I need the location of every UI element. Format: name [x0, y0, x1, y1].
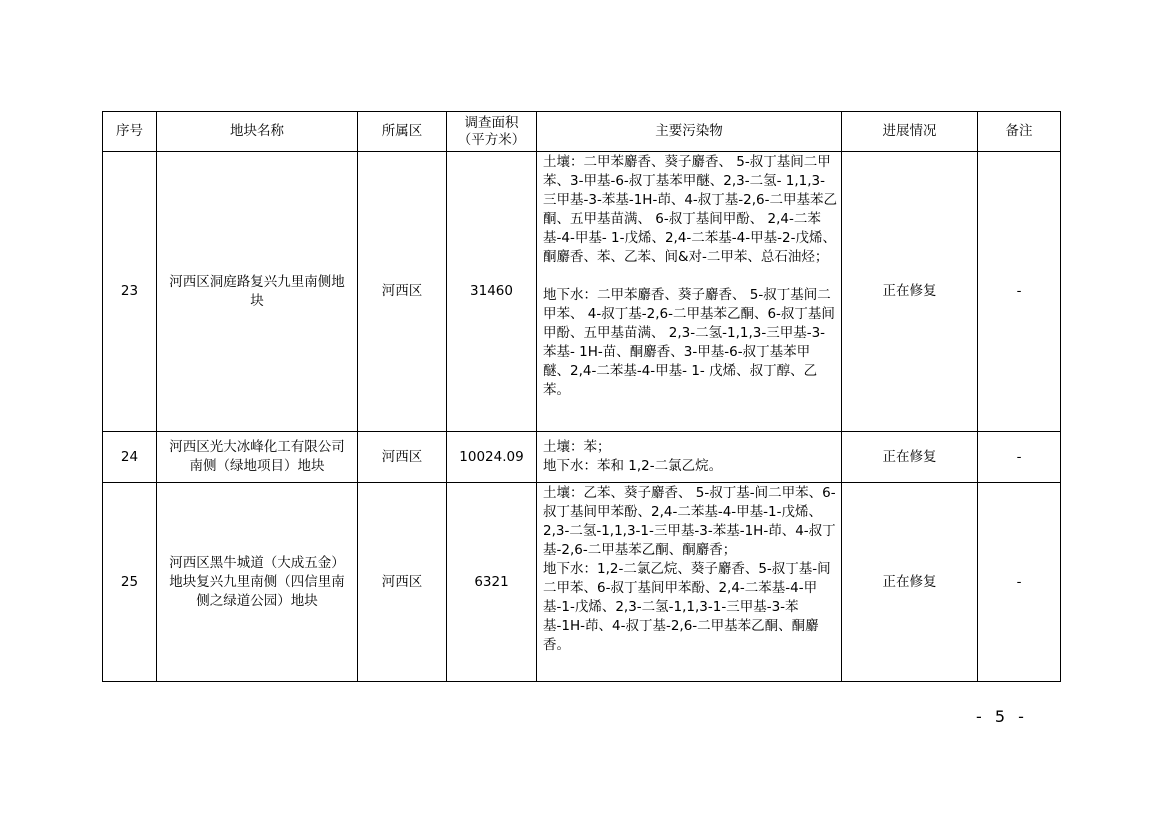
district: 河西区 [358, 432, 447, 483]
soil-pollutants: 土壤：乙苯、葵子麝香、 5-叔丁基-间二甲苯、6-叔丁基间甲苯酚、2,4-二苯基-4-甲基-1-戊烯、2,3-二氢-1,1,3-1-三甲基-3-苯基-1H-茚、4-叔丁基-2,6-二甲基苯乙酮、酮麝香； [543, 485, 836, 558]
remarks: - [978, 152, 1061, 432]
pollutants-cell [537, 432, 842, 483]
soil-pollutants: 土壤：二甲苯麝香、葵子麝香、 5-叔丁基间二甲苯、3-甲基-6-叔丁基苯甲醚、2,3-二氢- 1,1,3-三甲基-3-苯基-1H-茚、4-叔丁基-2,6-二甲基苯乙酮、五甲基苗满、 6-叔丁基间甲酚、 2,4-二苯基-4-甲基- 1-戊烯、2,4-二苯基-4-甲基-2-戊烯、酮麝香、苯、乙苯、间&对-二甲苯、总石油烃； [543, 154, 837, 265]
pollutants-cell [537, 152, 842, 432]
header-remarks: 备注 [978, 112, 1061, 152]
header-area-line1: 调查面积 [464, 114, 519, 131]
progress-status: 正在修复 [842, 152, 978, 432]
site-name: 河西区光大冰峰化工有限公司南侧（绿地项目）地块 [157, 432, 358, 483]
progress-status: 正在修复 [842, 432, 978, 483]
district: 河西区 [358, 483, 447, 682]
site-name: 河西区洞庭路复兴九里南侧地块 [157, 152, 358, 432]
header-index: 序号 [103, 112, 157, 152]
header-area-line2: （平方米） [457, 131, 526, 148]
header-progress: 进展情况 [842, 112, 978, 152]
site-name: 河西区黑牛城道（大成五金）地块复兴九里南侧（四信里南侧之绿道公园）地块 [157, 483, 358, 682]
remarks: - [978, 483, 1061, 682]
contaminated-sites-table [102, 111, 1061, 682]
row-index: 23 [103, 152, 157, 432]
groundwater-pollutants: 地下水：苯和 1,2-二氯乙烷。 [543, 458, 723, 474]
progress-status: 正在修复 [842, 483, 978, 682]
table-header-row [103, 112, 1061, 152]
header-pollutants: 主要污染物 [537, 112, 842, 152]
table-row [103, 483, 1061, 682]
remarks: - [978, 432, 1061, 483]
header-area [447, 112, 537, 152]
page-number: - 5 - [976, 707, 1028, 726]
row-index: 25 [103, 483, 157, 682]
survey-area: 31460 [447, 152, 537, 432]
table-row [103, 432, 1061, 483]
header-name: 地块名称 [157, 112, 358, 152]
row-index: 24 [103, 432, 157, 483]
pollutants-cell [537, 483, 842, 682]
district: 河西区 [358, 152, 447, 432]
table-row [103, 152, 1061, 432]
header-district: 所属区 [358, 112, 447, 152]
survey-area: 6321 [447, 483, 537, 682]
survey-area: 10024.09 [447, 432, 537, 483]
groundwater-pollutants: 地下水：1,2-二氯乙烷、葵子麝香、5-叔丁基-间二甲苯、6-叔丁基间甲苯酚、2,4-二苯基-4-甲基-1-戊烯、2,3-二氢-1,1,3-1-三甲基-3-苯基-1H-茚、4-叔丁基-2,6-二甲基苯乙酮、酮麝香。 [543, 561, 831, 653]
groundwater-pollutants: 地下水：二甲苯麝香、葵子麝香、 5-叔丁基间二甲苯、 4-叔丁基-2,6-二甲基苯乙酮、6-叔丁基间甲酚、五甲基苗满、 2,3-二氢-1,1,3-三甲基-3-苯基- 1H-苗、酮麝香、3-甲基-6-叔丁基苯甲醚、2,4-二苯基-4-甲基- 1- 戊烯、叔丁醇、乙苯。 [543, 287, 835, 398]
soil-pollutants: 土壤：苯； [543, 439, 611, 455]
